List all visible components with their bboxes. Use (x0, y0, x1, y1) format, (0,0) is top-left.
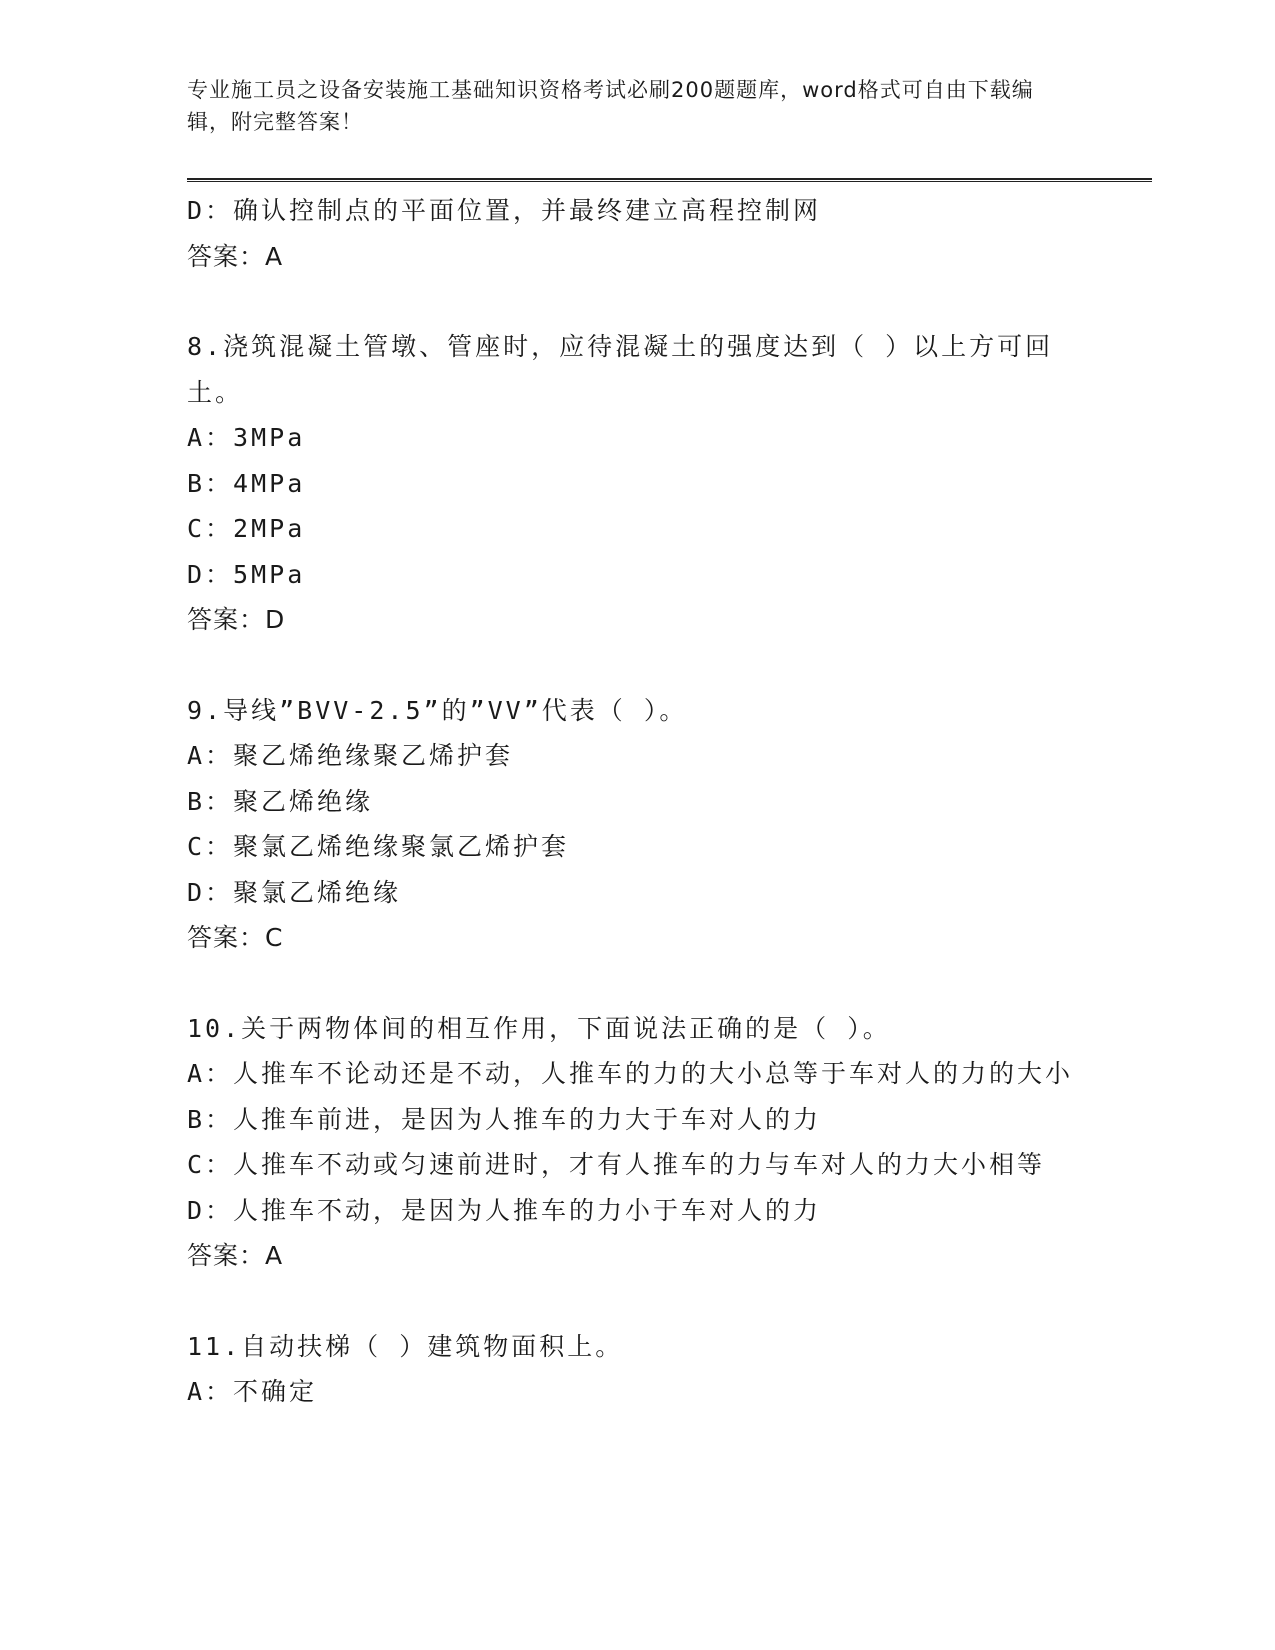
question-stem: 11.自动扶梯（ ）建筑物面积上。 (187, 1331, 624, 1361)
answer-line: 答案：C (187, 923, 284, 952)
option-line: D：聚氯乙烯绝缘 (187, 877, 402, 907)
option-line: A：3MPa (187, 423, 306, 452)
answer-line: 答案：A (187, 241, 284, 271)
option-line: D：5MPa (187, 559, 306, 589)
question-stem: 9.导线”BVV-2.5”的”VV”代表（ ）。 (187, 695, 688, 725)
spacer (187, 643, 1077, 688)
option-line: A：人推车不论动还是不动，人推车的力的大小总等于车对人的力的大小 (187, 1059, 1074, 1088)
question-content (187, 188, 1077, 1415)
spacer (187, 279, 1077, 324)
option-line: C：人推车不动或匀速前进时，才有人推车的力与车对人的力大小相等 (187, 1150, 1046, 1179)
answer-line: 答案：A (187, 1241, 284, 1270)
question-block (187, 324, 1077, 643)
option-line: D：人推车不动，是因为人推车的力小于车对人的力 (187, 1195, 822, 1225)
answer-line: 答案：D (187, 605, 286, 634)
spacer (187, 1279, 1077, 1324)
header-divider (187, 178, 1152, 182)
option-line: D：确认控制点的平面位置，并最终建立高程控制网 (187, 196, 822, 225)
option-line: A：聚乙烯绝缘聚乙烯护套 (187, 741, 514, 770)
question-stem: 8.浇筑混凝土管墩、管座时，应待混凝土的强度达到（ ）以上方可回土。 (187, 332, 1054, 407)
spacer (187, 961, 1077, 1006)
document-header: 专业施工员之设备安装施工基础知识资格考试必刷200题题库，word格式可自由下载编辑，附完整答案！ (187, 78, 1034, 134)
question-block (187, 688, 1077, 961)
option-line: B：人推车前进，是因为人推车的力大于车对人的力 (187, 1104, 822, 1134)
option-line: C：2MPa (187, 514, 306, 543)
option-line: B：聚乙烯绝缘 (187, 786, 374, 816)
question-stem: 10.关于两物体间的相互作用，下面说法正确的是（ ）。 (187, 1013, 891, 1043)
question-block (187, 1324, 1077, 1415)
option-line: C：聚氯乙烯绝缘聚氯乙烯护套 (187, 832, 570, 861)
question-block (187, 1006, 1077, 1279)
option-line: A：不确定 (187, 1377, 318, 1406)
option-line: B：4MPa (187, 468, 306, 498)
